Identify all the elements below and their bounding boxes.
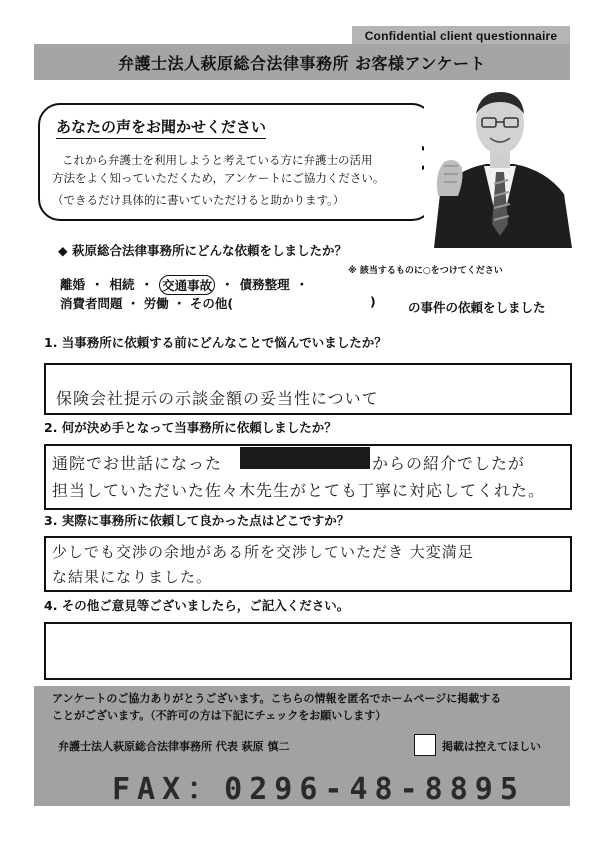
request-question: ◆ 萩原総合法律事務所にどんな依頼をしましたか？ xyxy=(58,243,347,258)
footer-line-2: ことがございます。（不許可の方は下記にチェックをお願いします） xyxy=(52,709,387,722)
option-sep: ・ xyxy=(140,277,154,292)
no-publish-checkbox[interactable] xyxy=(414,734,436,756)
page-title: 弁護士法人萩原総合法律事務所 お客様アンケート xyxy=(34,44,570,80)
footer-line-1: アンケートのご協力ありがとうございます。こちらの情報を匿名でホームページに掲載する xyxy=(52,692,502,705)
question-2-answer-line-2: 担当していただいた佐々木先生がとても丁寧に対応してくれた。 xyxy=(52,481,546,500)
fax-number: FAX：0296-48-8895 xyxy=(112,772,525,807)
question-4-label: 4. その他ご意見等ございましたら，ご記入ください。 xyxy=(44,598,350,613)
question-2-answer-part-a: 通院でお世話になった xyxy=(52,454,223,473)
option-inheritance[interactable]: 相続 xyxy=(109,277,135,292)
lawyer-photo xyxy=(424,84,576,248)
question-2-label: 2. 何が決め手となって当事務所に依頼しましたか？ xyxy=(44,420,337,435)
confidential-tab: Confidential client questionnaire xyxy=(352,26,570,46)
no-publish-label: 掲載は控えてほしい xyxy=(442,740,541,753)
option-traffic-accident[interactable]: 交通事故 xyxy=(159,275,215,295)
redaction-bar xyxy=(240,447,370,469)
footer-firm: 弁護士法人萩原総合法律事務所 代表 萩原 慎二 xyxy=(58,740,290,753)
option-sep: ・ xyxy=(221,277,234,292)
option-debt[interactable]: 債務整理 xyxy=(239,277,290,292)
request-options-row-1 xyxy=(60,275,308,295)
question-1-answer: 保険会社提示の示談金額の妥当性について xyxy=(56,389,379,408)
option-sep: ・ xyxy=(295,277,309,292)
question-1-label: 1. 当事務所に依頼する前にどんなことで悩んでいましたか？ xyxy=(44,335,387,350)
request-suffix: の事件の依頼をしました xyxy=(408,300,546,315)
question-3-label: 3. 実際に事務所に依頼して良かった点はどこですか？ xyxy=(44,513,350,528)
request-other-close: ) xyxy=(370,294,376,309)
request-note: ※ 該当するものに○をつけてください xyxy=(348,266,503,276)
question-2-answer-part-b: からの紹介でしたが xyxy=(372,454,526,473)
request-options-row-2[interactable]: 消費者問題 ・ 労働 ・ その他( xyxy=(60,296,234,311)
option-sep: ・ xyxy=(91,277,104,292)
question-4-answer-box[interactable] xyxy=(44,622,572,680)
option-divorce[interactable]: 離婚 xyxy=(60,277,86,292)
question-3-answer-line-1: 少しでも交渉の余地がある所を交渉していただき 大変満足 xyxy=(52,543,474,561)
intro-line-2: 方法をよく知っていただくため，アンケートにご協力ください。 xyxy=(52,171,385,185)
intro-line-3: （できるだけ具体的に書いていただけると助かります。） xyxy=(52,193,345,207)
question-3-answer-line-2: な結果になりました。 xyxy=(52,568,213,586)
intro-heading: あなたの声をお聞かせください xyxy=(56,116,266,139)
intro-line-1: これから弁護士を利用しようと考えている方に弁護士の活用 xyxy=(62,153,373,167)
